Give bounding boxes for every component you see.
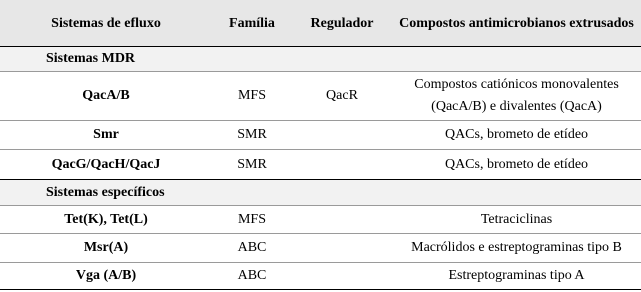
cell-regulador <box>292 150 392 179</box>
cell-regulador: QacR <box>326 88 358 103</box>
cell-sistema: QacA/B <box>82 88 130 103</box>
cell-sistema: Msr(A) <box>83 240 129 255</box>
table-row <box>0 234 641 262</box>
cell-sistema: QacG/QacH/QacJ <box>51 156 161 172</box>
cell-regulador <box>292 121 392 149</box>
table-header-row <box>0 0 641 46</box>
cell-familia: ABC <box>237 268 267 283</box>
header-familia: Família <box>229 15 275 31</box>
cell-compostos: Tetraciclinas <box>480 211 553 227</box>
table-row <box>0 206 641 233</box>
cell-compostos: QACs, brometo de etídeo <box>444 127 589 142</box>
table-row <box>0 263 641 289</box>
section-title: Sistemas MDR <box>46 51 136 66</box>
cell-sistema: Smr <box>93 127 119 142</box>
table-row <box>0 150 641 179</box>
header-regulador: Regulador <box>310 15 374 31</box>
cell-compostos: Estreptograminas tipo A <box>448 268 585 283</box>
cell-compostos: Macrólidos e estreptograminas tipo B <box>411 240 622 255</box>
header-sistemas: Sistemas de efluxo <box>51 15 161 31</box>
cell-familia: ABC <box>237 240 267 255</box>
cell-familia: MFS <box>237 211 267 227</box>
table-row <box>0 121 641 149</box>
bottom-rule <box>0 289 641 290</box>
cell-compostos: Compostos catiónicos monovalentes (QacA/B) e divalentes (QacA) <box>414 77 619 114</box>
table-row <box>0 72 641 120</box>
section-title: Sistemas específicos <box>46 184 165 200</box>
cell-sistema: Tet(K), Tet(L) <box>64 211 148 227</box>
cell-familia: MFS <box>237 88 267 103</box>
cell-compostos: QACs, brometo de etídeo <box>444 156 589 172</box>
cell-familia: SMR <box>237 127 267 142</box>
cell-regulador <box>292 263 392 289</box>
cell-regulador <box>292 234 392 262</box>
section-row-mdr <box>0 47 641 71</box>
header-compostos: Compostos antimicrobianos extrusados <box>399 15 634 31</box>
cell-sistema: Vga (A/B) <box>75 268 137 283</box>
cell-familia: SMR <box>237 156 267 172</box>
cell-regulador <box>292 206 392 233</box>
section-row-especificos <box>0 180 641 205</box>
